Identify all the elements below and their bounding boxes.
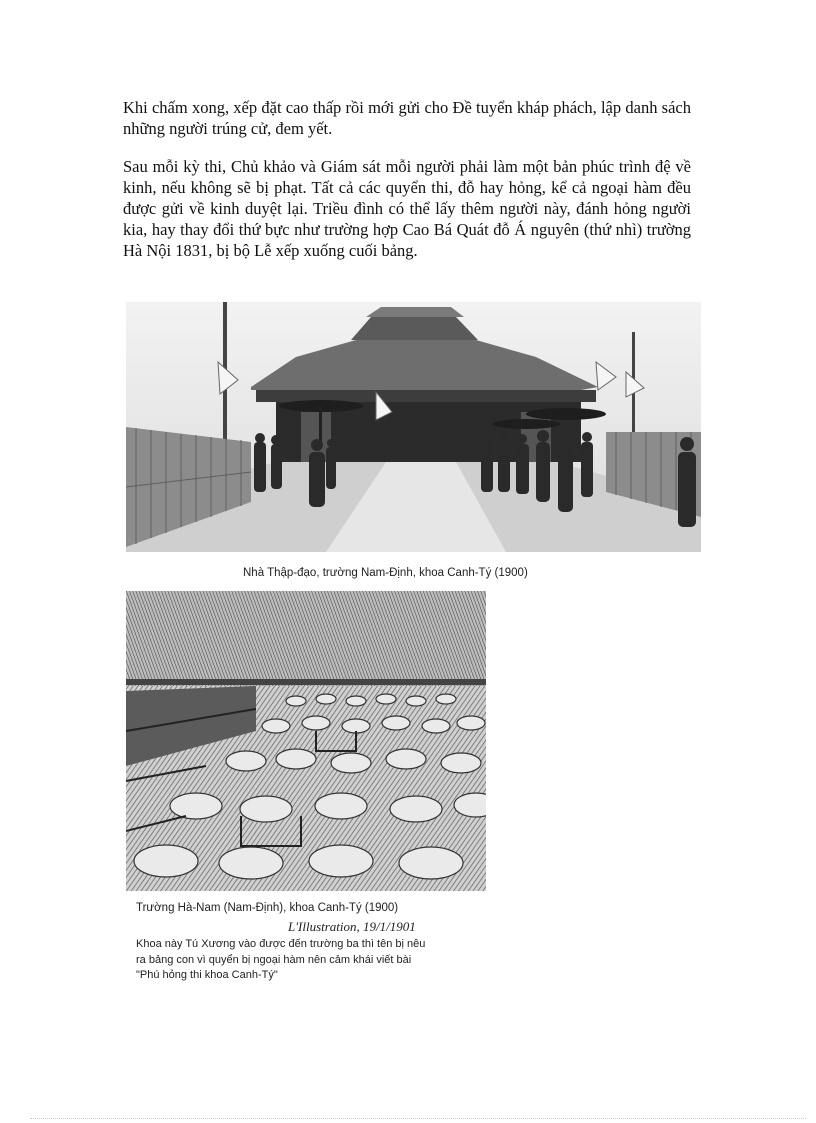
figure-1-caption: Nhà Thập-đạo, trường Nam-Định, khoa Canh-Tý (1900) xyxy=(243,567,528,579)
note-line: "Phú hỏng thi khoa Canh-Tý" xyxy=(136,969,278,981)
figure-2-note xyxy=(136,937,481,984)
engraving-exam-candidates xyxy=(126,591,486,891)
note-line: Khoa này Tú Xương vào được đến trường ba thì tên bị nêu xyxy=(136,938,426,950)
photo-examination-pavilion xyxy=(126,302,701,552)
paragraph-1: Khi chấm xong, xếp đặt cao thấp rồi mới gửi cho Đề tuyển kháp phách, lập danh sách những người trúng cử, đem yết. xyxy=(123,98,691,138)
note-line: ra bảng con vì quyển bị ngoại hàm nên cảm khái viết bài xyxy=(136,953,412,966)
figure-2-credit: L'Illustration, 19/1/1901 xyxy=(288,919,416,934)
paragraph-2: Sau mỗi kỳ thi, Chủ khảo và Giám sát mỗi người phải làm một bản phúc trình đệ về kinh, nếu không sẽ bị phạt. Tất cả các quyển thi, đỗ hay hỏng, kể cả ngoại hàm đều được gửi về kinh duyệt lại. Triều đình có thể lấy thêm người này, đánh hỏng người kia, hay thay đổi thứ bực như trường hợp Cao Bá Quát đỗ Á nguyên (thứ nhì) trường Hà Nội 1831, bị bộ Lễ xếp xuống cuối bảng. xyxy=(123,157,691,260)
figure-2-caption: Trường Hà-Nam (Nam-Định), khoa Canh-Tý (1900) xyxy=(136,902,399,914)
page-bottom-border xyxy=(30,1118,806,1119)
